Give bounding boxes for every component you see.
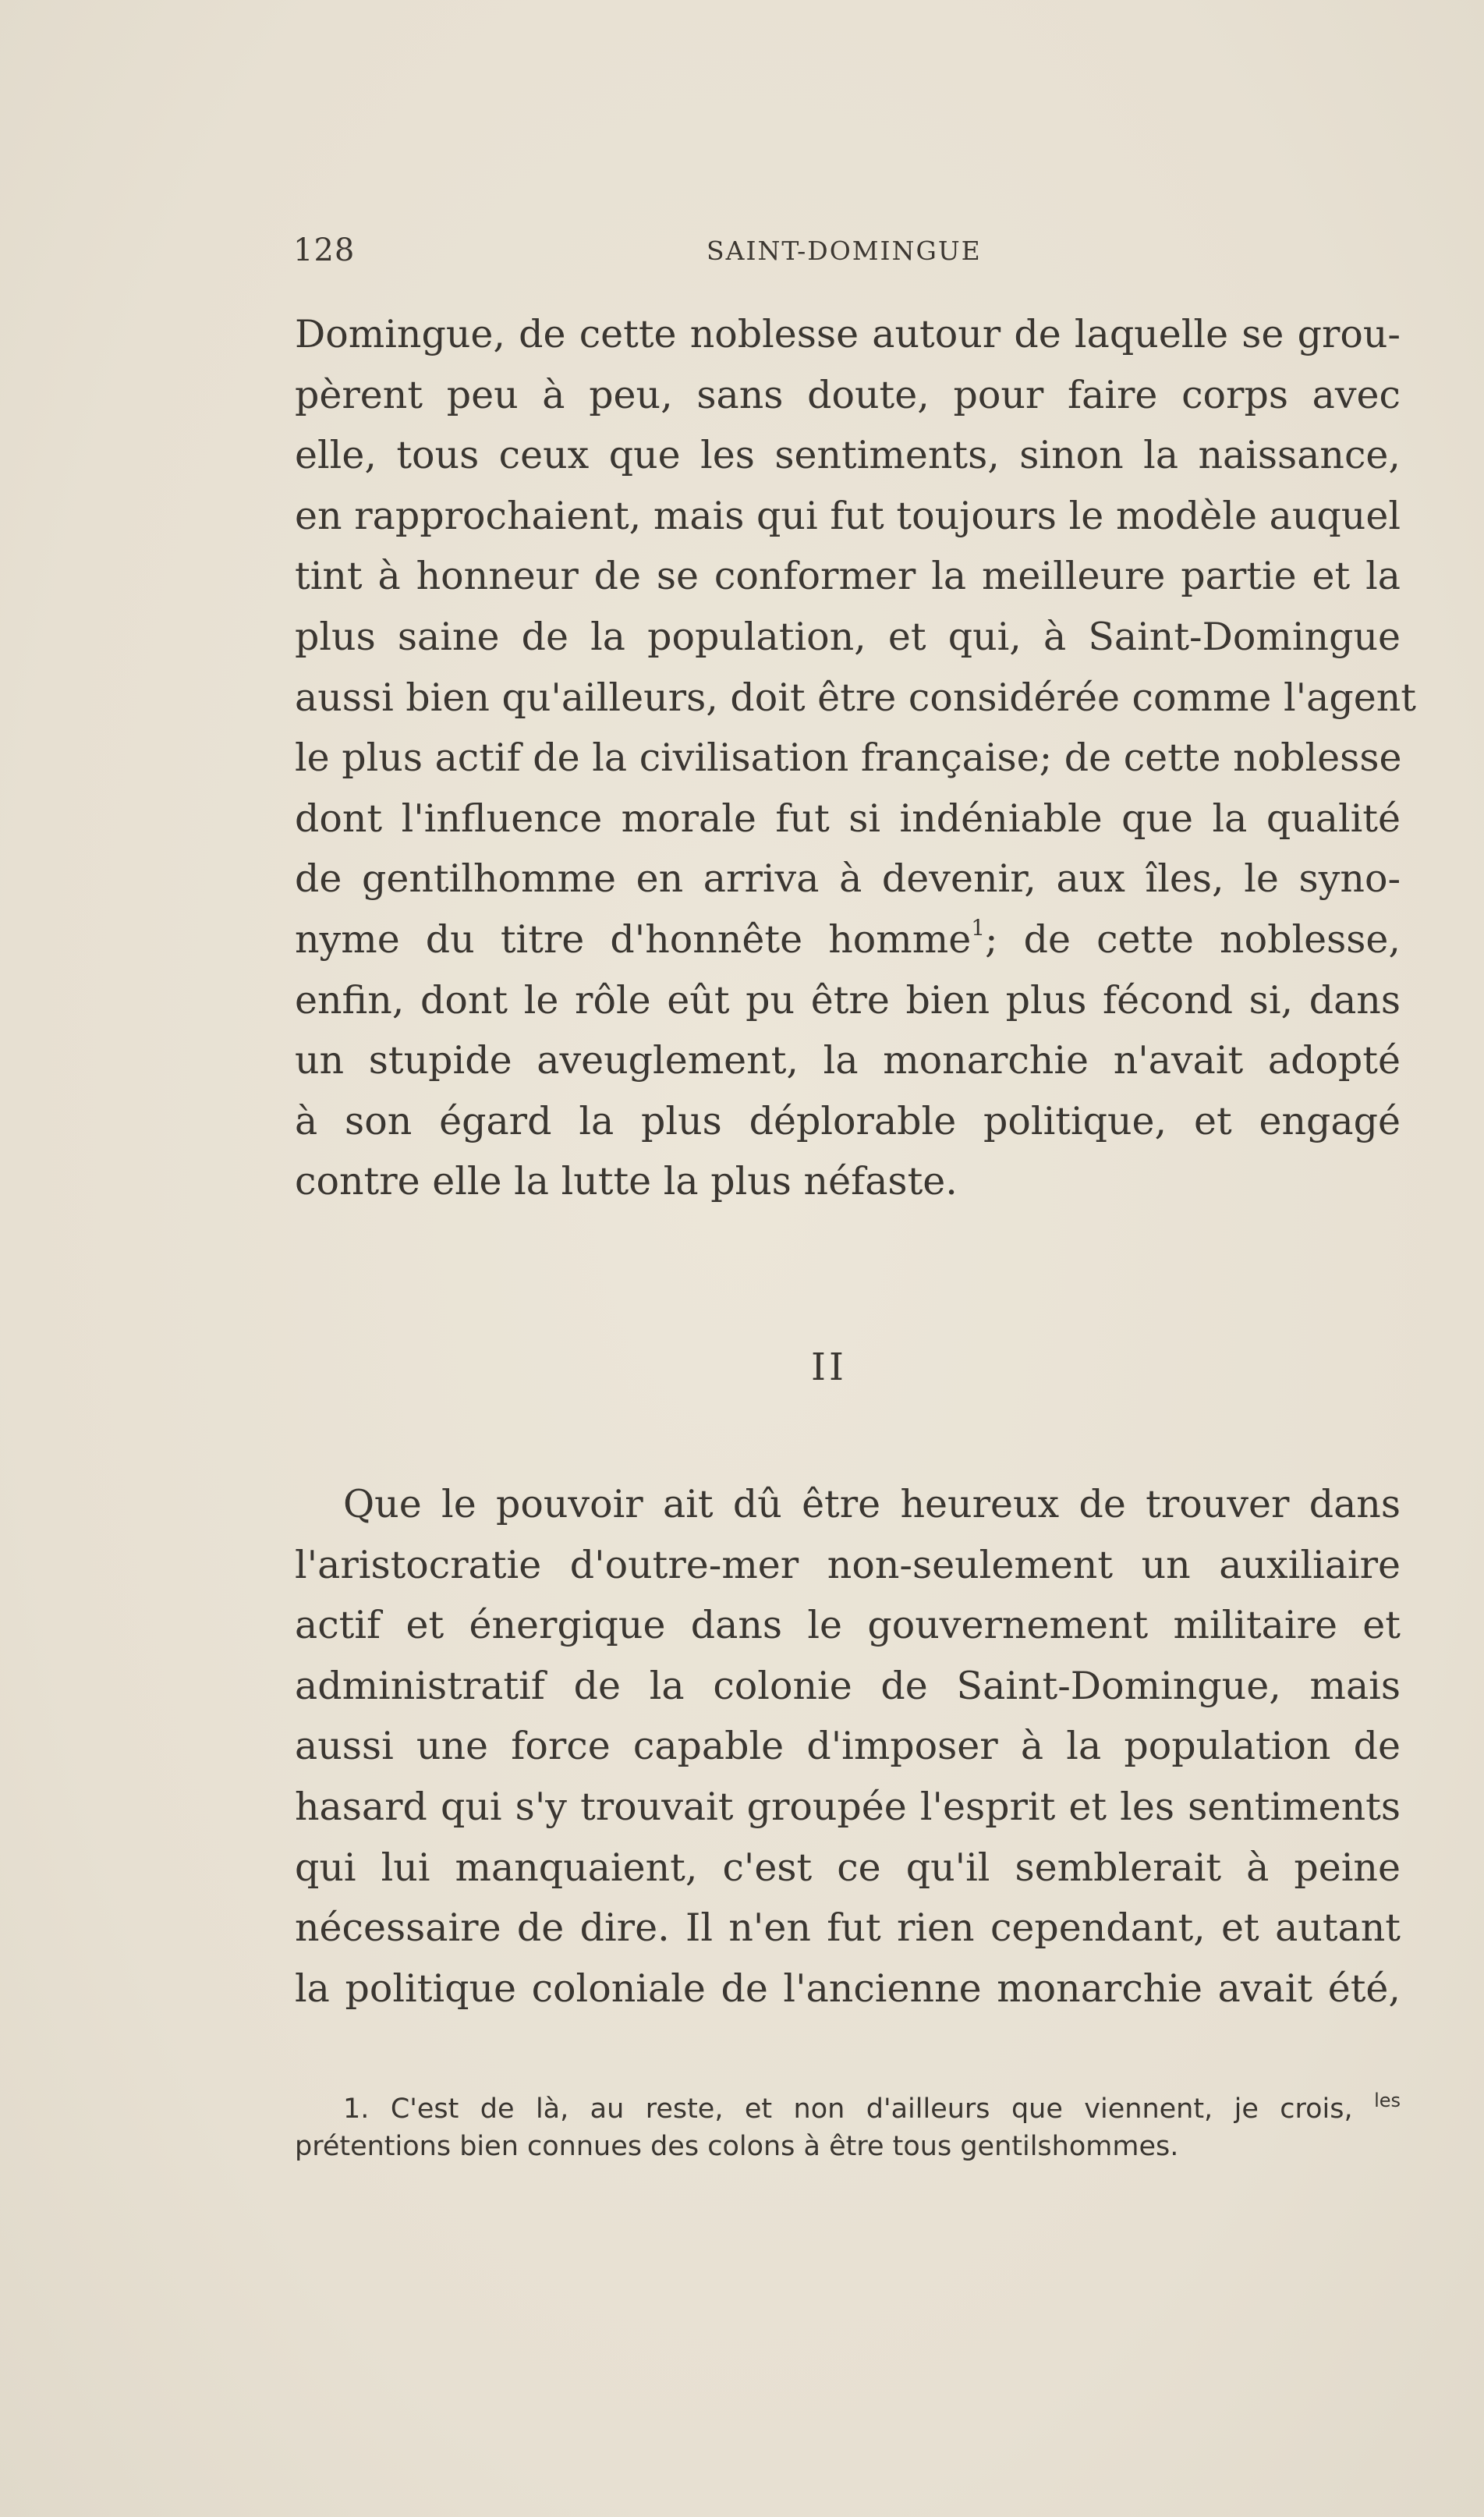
running-head [293, 232, 1401, 271]
text-line: hasard qui s'y trouvait groupée l'esprit et les sentiments [295, 1784, 1401, 1829]
text-line: elle, tous ceux que les sentiments, sinon la naissance, [295, 433, 1401, 478]
paragraph-2 [295, 1474, 1401, 2019]
section-heading: II [811, 1345, 847, 1389]
footnote-line: prétentions bien connues des colons à être tous gentilshommes. [295, 2131, 1179, 2162]
text-line: Domingue, de cette noblesse autour de laquelle se grou- [295, 312, 1401, 356]
text-line: en rapprochaient, mais qui fut toujours le modèle auquel [295, 493, 1401, 538]
footnote-line [295, 2090, 1401, 2128]
text-line: plus saine de la population, et qui, à Saint-Domingue [295, 614, 1401, 659]
text-line: dont l'influence morale fut si indéniable que la qualité [295, 796, 1401, 841]
footnote [295, 2090, 1401, 2165]
text-line-with-footnote [295, 909, 1401, 970]
text-line: aussi une force capable d'imposer à la population de [295, 1724, 1401, 1769]
text-line: nécessaire de dire. Il n'en fut rien cependant, et autant [295, 1905, 1401, 1951]
footnote-reference: 1 [971, 914, 986, 941]
text-line: de gentilhomme en arriva à devenir, aux îles, le syno- [295, 856, 1401, 902]
text-line: pèrent peu à peu, sans doute, pour faire corps avec [295, 372, 1401, 417]
text-line: un stupide aveuglement, la monarchie n'avait adopté [295, 1038, 1401, 1083]
text-segment: nyme du titre d'honnête homme [295, 916, 972, 962]
text-line: aussi bien qu'ailleurs, doit être considérée comme l'agent [295, 675, 1416, 720]
footnote-text-raised: les [1374, 2090, 1401, 2111]
page-number: 128 [293, 232, 356, 268]
footnote-marker: 1. [343, 2093, 370, 2125]
text-line: qui lui manquaient, c'est ce qu'il semblerait à peine [295, 1845, 1401, 1890]
running-title: SAINT-DOMINGUE [707, 236, 982, 266]
footnote-text: C'est de là, au reste, et non d'ailleurs que viennent, je crois, [390, 2093, 1353, 2125]
text-line: tint à honneur de se conformer la meilleure partie et la [295, 554, 1401, 599]
text-line: la politique coloniale de l'ancienne monarchie avait été, [295, 1966, 1401, 2011]
text-segment: ; de cette noblesse, [985, 916, 1401, 962]
text-line: enfin, dont le rôle eût pu être bien plus fécond si, dans [295, 977, 1401, 1023]
text-line: l'aristocratie d'outre-mer non-seulement un auxiliaire [295, 1542, 1401, 1587]
text-line: contre elle la lutte la plus néfaste. [295, 1159, 958, 1204]
text-line: à son égard la plus déplorable politique, et engagé [295, 1098, 1401, 1143]
text-line: le plus actif de la civilisation française; de cette noblesse [295, 736, 1402, 781]
text-line: Que le pouvoir ait dû être heureux de trouver dans [343, 1482, 1401, 1526]
text-line: actif et énergique dans le gouvernement militaire et [295, 1603, 1401, 1648]
paragraph-1 [295, 304, 1416, 1212]
text-line: administratif de la colonie de Saint-Domingue, mais [295, 1663, 1401, 1708]
